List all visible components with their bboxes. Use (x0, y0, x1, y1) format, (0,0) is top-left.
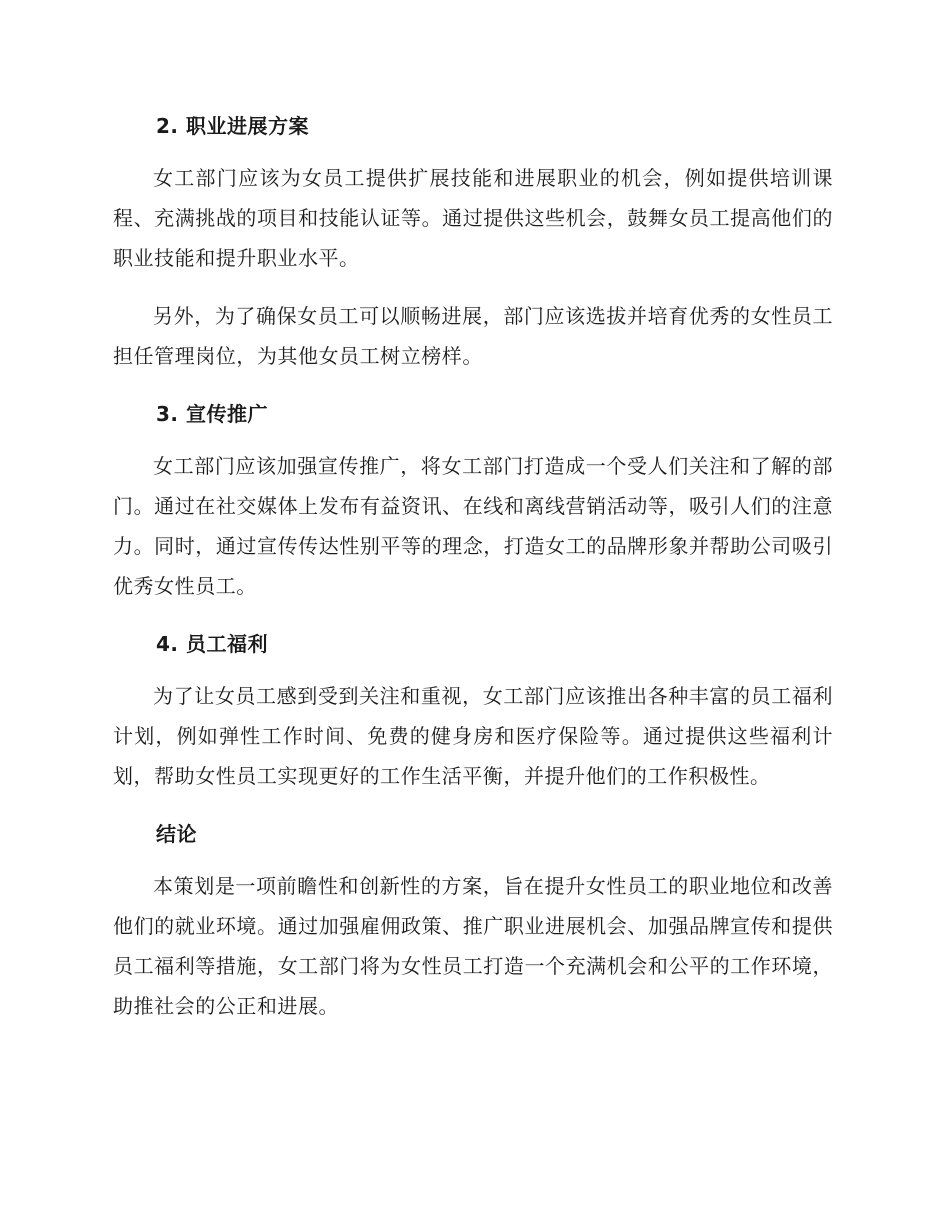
section-heading-career: 2. 职业进展方案 (156, 114, 309, 138)
section-heading-conclusion: 结论 (156, 822, 197, 846)
section-heading-promotion: 3. 宣传推广 (156, 402, 268, 426)
document-body (113, 106, 833, 1026)
paragraph-conclusion-1: 本策划是一项前瞻性和创新性的方案，旨在提升女性员工的职业地位和改善他们的就业环境。通过加强雇佣政策、推广职业进展机会、加强品牌宣传和提供员工福利等措施，女工部门将为女性员工打造一个充满机会和公平的工作环境，助推社会的公正和进展。 (113, 874, 833, 1018)
section-heading-benefits: 4. 员工福利 (156, 632, 268, 656)
paragraph-career-1: 女工部门应该为女员工提供扩展技能和进展职业的机会，例如提供培训课程、充满挑战的项目和技能认证等。通过提供这些机会，鼓舞女员工提高他们的职业技能和提升职业水平。 (113, 166, 833, 270)
paragraph-career-2: 另外，为了确保女员工可以顺畅进展，部门应该选拔并培育优秀的女性员工担任管理岗位，为其他女员工树立榜样。 (113, 304, 833, 368)
paragraph-promotion-1: 女工部门应该加强宣传推广，将女工部门打造成一个受人们关注和了解的部门。通过在社交媒体上发布有益资讯、在线和离线营销活动等，吸引人们的注意力。同时，通过宣传传达性别平等的理念，打造女工的品牌形象并帮助公司吸引优秀女性员工。 (113, 454, 833, 598)
paragraph-benefits-1: 为了让女员工感到受到关注和重视，女工部门应该推出各种丰富的员工福利计划，例如弹性工作时间、免费的健身房和医疗保险等。通过提供这些福利计划，帮助女性员工实现更好的工作生活平衡，并提升他们的工作积极性。 (113, 684, 833, 788)
